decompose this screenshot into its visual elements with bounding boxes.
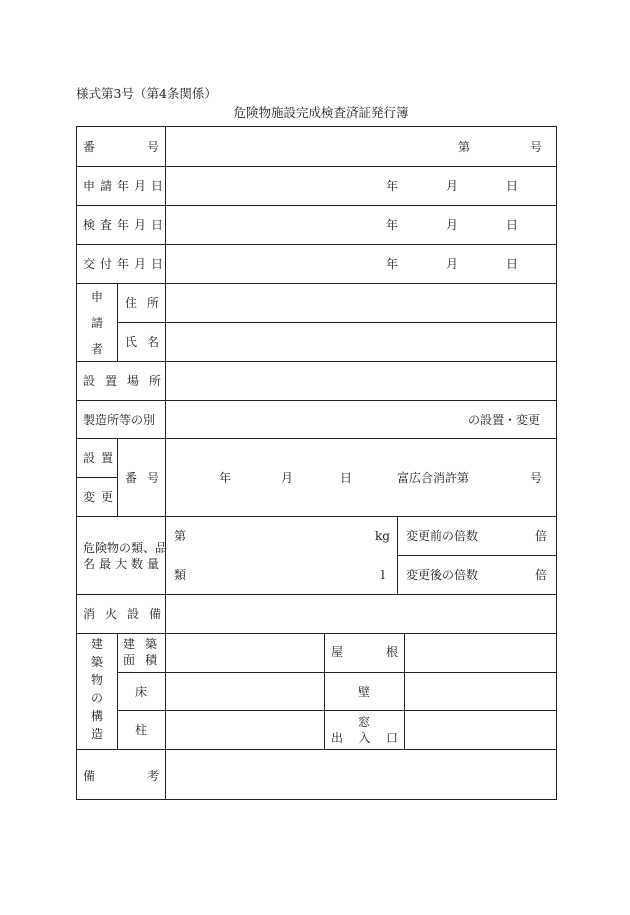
facility-type-suffix: の設置・変更 xyxy=(468,413,541,427)
register-table xyxy=(76,126,557,800)
application-date-label: 申請年月日 xyxy=(83,179,169,193)
wall-label: 壁 xyxy=(358,685,371,699)
exit-label: 出 入 口 xyxy=(331,731,398,745)
hazmat-liter: l xyxy=(381,568,385,582)
applicant-label-1: 申 xyxy=(91,290,104,304)
before-multiple-unit: 倍 xyxy=(535,529,548,543)
fire-equipment-label: 消火設備 xyxy=(83,607,172,621)
applicant-label-3: 者 xyxy=(91,342,104,356)
structure-char-2: 築 xyxy=(91,655,104,669)
structure-char-4: の xyxy=(91,691,104,705)
window-label: 窓 xyxy=(358,715,371,729)
facility-type-label: 製造所等の別 xyxy=(83,413,156,427)
remarks-label: 備 考 xyxy=(83,769,159,783)
inspection-month: 月 xyxy=(446,218,459,232)
issue-date-label: 交付年月日 xyxy=(83,257,169,271)
number-label: 番 号 xyxy=(83,140,159,154)
roof-label: 屋 根 xyxy=(331,645,398,659)
inspection-date-label: 検査年月日 xyxy=(83,218,169,232)
number-dai: 第 xyxy=(458,140,471,154)
install-label: 設置 xyxy=(83,451,120,465)
pillar-label: 柱 xyxy=(135,723,148,737)
issue-year: 年 xyxy=(386,257,399,271)
floor-label: 床 xyxy=(135,685,148,699)
applicant-label-2: 請 xyxy=(91,316,104,330)
inspection-year: 年 xyxy=(386,218,399,232)
structure-char-5: 構 xyxy=(91,709,104,723)
document-title: 危険物施設完成検査済証発行簿 xyxy=(233,105,409,120)
before-multiple-label: 変更前の倍数 xyxy=(406,529,479,543)
building-area-line2: 面積 xyxy=(123,653,168,667)
structure-char-6: 造 xyxy=(91,727,104,741)
hazmat-dai: 第 xyxy=(174,529,187,543)
building-area-line1: 建築 xyxy=(123,637,168,651)
address-label: 住 所 xyxy=(125,296,159,310)
hazmat-label-line1: 危険物の類、品 xyxy=(83,541,168,555)
application-month: 月 xyxy=(446,179,459,193)
application-year: 年 xyxy=(386,179,399,193)
change-label: 変更 xyxy=(83,490,120,504)
hazmat-kg: kg xyxy=(375,529,390,543)
issue-day: 日 xyxy=(506,257,519,271)
location-label: 設置場所 xyxy=(83,374,172,388)
after-multiple-label: 変更後の倍数 xyxy=(406,568,479,582)
inspection-day: 日 xyxy=(506,218,519,232)
hazmat-rui: 類 xyxy=(174,568,187,582)
permit-go: 号 xyxy=(530,471,543,485)
structure-char-1: 建 xyxy=(91,637,104,651)
number-go: 号 xyxy=(530,140,543,154)
hazmat-label-line2: 名最大数量 xyxy=(83,557,164,571)
permit-number-label: 番 号 xyxy=(125,471,159,485)
after-multiple-unit: 倍 xyxy=(535,568,548,582)
permit-prefix: 富広合消許第 xyxy=(397,471,470,485)
permit-month: 月 xyxy=(281,471,294,485)
form-reference: 様式第3号（第4条関係） xyxy=(76,86,217,101)
permit-day: 日 xyxy=(340,471,353,485)
name-label: 氏 名 xyxy=(125,335,159,349)
permit-year: 年 xyxy=(219,471,232,485)
structure-char-3: 物 xyxy=(91,673,104,687)
application-day: 日 xyxy=(506,179,519,193)
issue-month: 月 xyxy=(446,257,459,271)
